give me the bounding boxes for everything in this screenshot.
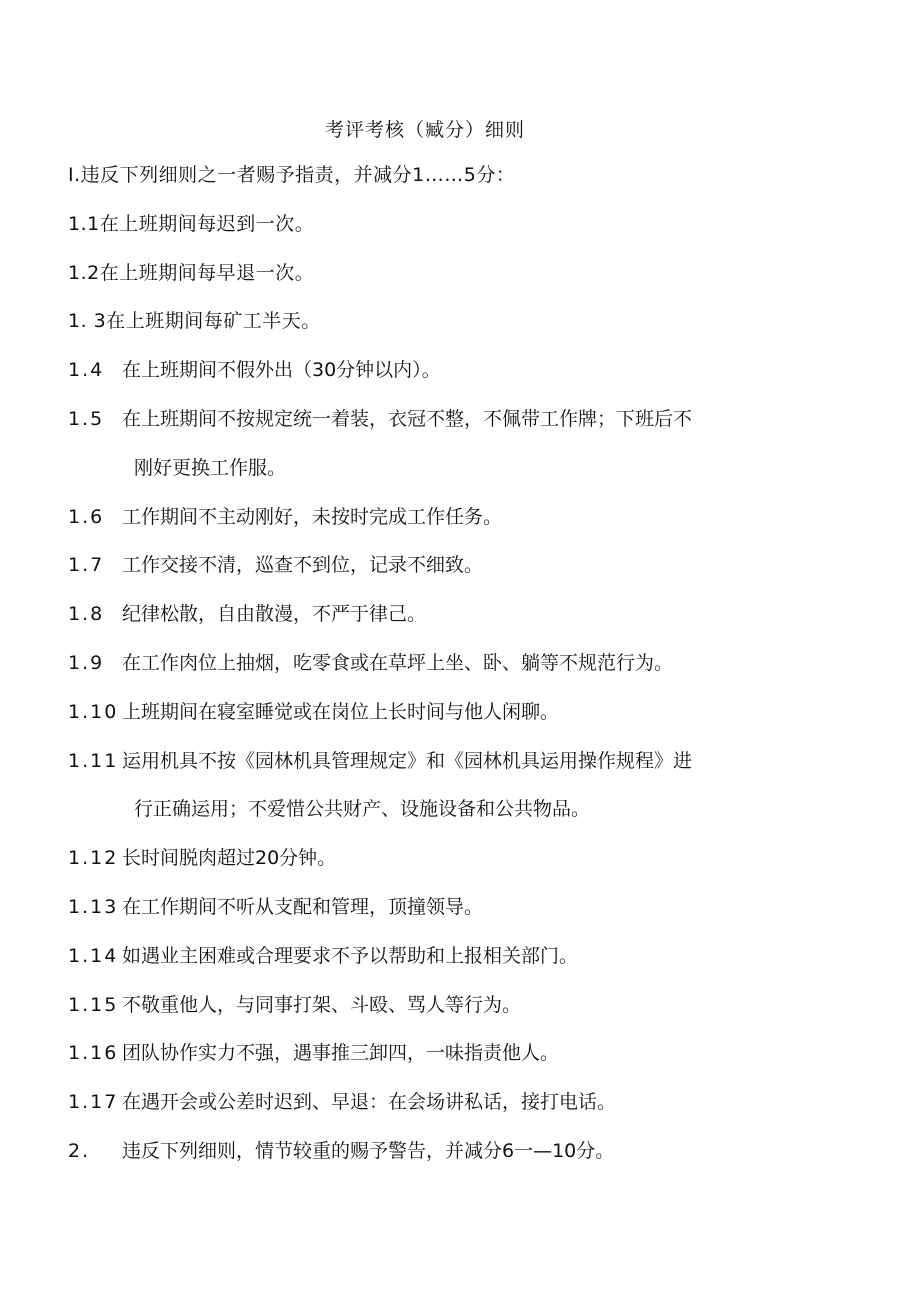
rule-line — [68, 892, 848, 941]
rule-line-continuation — [68, 794, 848, 843]
rule-number: 1.10 — [68, 700, 119, 723]
rule-line — [68, 1038, 848, 1087]
rule-line — [68, 404, 848, 453]
rule-text: 纪律松散，自由散漫，不严于律己。 — [122, 603, 427, 626]
rule-line — [68, 1136, 848, 1185]
rule-text: 在上班期间不按规定统一着装，衣冠不整，不佩带工作牌；下班后不 — [122, 407, 693, 430]
rule-number: 1.5 — [68, 407, 105, 430]
rule-line — [68, 355, 848, 404]
rule-line — [68, 599, 848, 648]
rule-text: 1.1在上班期间每迟到一次。 — [68, 212, 315, 235]
rule-text: 1.2在上班期间每早退一次。 — [68, 261, 315, 284]
rule-number: 1.15 — [68, 993, 119, 1016]
rule-number: 1.6 — [68, 505, 105, 528]
rule-line — [68, 1087, 848, 1136]
rule-text: 违反下列细则，情节较重的赐予警告，并减分6一—10分。 — [122, 1139, 615, 1162]
rule-number: 1.14 — [68, 944, 119, 967]
rule-line — [68, 550, 848, 599]
rule-line — [68, 990, 848, 1039]
rule-text: 工作期间不主动刚好，未按时完成工作任务。 — [122, 505, 503, 528]
document-title: 考评考核（臧分）细则 — [324, 119, 525, 141]
rule-number: 1.9 — [68, 651, 105, 674]
rules-list — [68, 160, 848, 1185]
rule-text: 1. 3在上班期间每矿工半天。 — [68, 310, 321, 333]
rule-text: 在上班期间不假外出（30分钟以内）。 — [122, 359, 441, 382]
rule-line — [68, 697, 848, 746]
rule-line — [68, 306, 848, 355]
rule-text: 团队协作实力不强，遇事推三卸四，一味指责他人。 — [122, 1042, 560, 1065]
rule-line — [68, 209, 848, 258]
rule-text: 上班期间在寝室睡觉或在岗位上长时间与他人闲聊。 — [122, 700, 560, 723]
rule-text: 行正确运用；不爱惜公共财产、设施设备和公共物品。 — [134, 798, 591, 821]
rule-line — [68, 648, 848, 697]
rule-text: 在工作肉位上抽烟，吃零食或在草坪上坐、卧、躺等不规范行为。 — [122, 651, 674, 674]
rule-text: 工作交接不清，巡查不到位，记录不细致。 — [122, 554, 484, 577]
rule-text: 长时间脱肉超过20分钟。 — [122, 847, 337, 870]
rule-text: 不敬重他人，与同事打架、斗殴、骂人等行为。 — [122, 993, 522, 1016]
rule-number: 1.7 — [68, 554, 105, 577]
rule-line — [68, 160, 848, 209]
rule-number: 1.11 — [68, 749, 119, 772]
rule-line — [68, 941, 848, 990]
rule-number: 1.13 — [68, 895, 119, 918]
rule-number: 1.17 — [68, 1091, 119, 1114]
rule-number: 1.12 — [68, 847, 119, 870]
rule-text: 刚好更换工作服。 — [134, 456, 287, 479]
rule-line — [68, 258, 848, 307]
rule-text: 运用机具不按《园林机具管理规定》和《园林机具运用操作规程》进 — [122, 749, 693, 772]
rule-line — [68, 502, 848, 551]
rule-number: 1.8 — [68, 603, 105, 626]
rule-text: 在工作期间不听从支配和管理，顶撞领导。 — [122, 895, 484, 918]
rule-text: 如遇业主困难或合理要求不予以帮助和上报相关部门。 — [122, 944, 579, 967]
rule-text: I.违反下列细则之一者赐予指责，并减分1……5分： — [68, 164, 516, 186]
rule-number: 2. — [68, 1139, 91, 1162]
rule-line — [68, 746, 848, 795]
rule-text: 在遇开会或公差时迟到、早退：在会场讲私话，接打电话。 — [122, 1091, 617, 1114]
rule-number: 1.16 — [68, 1042, 119, 1065]
rule-number: 1.4 — [68, 359, 105, 382]
rule-line-continuation — [68, 453, 848, 502]
rule-line — [68, 843, 848, 892]
